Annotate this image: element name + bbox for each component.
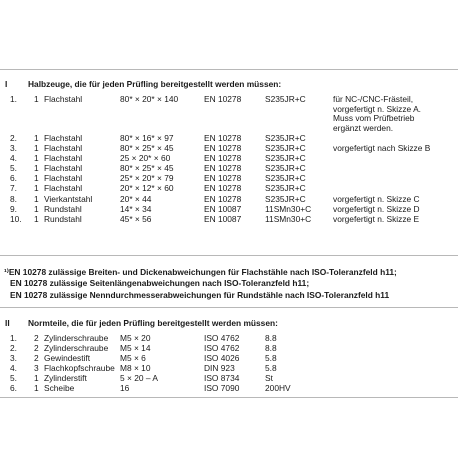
- row-dimensions: 5 × 20 – A: [120, 373, 158, 383]
- row-standard: ISO 8734: [204, 373, 240, 383]
- row-material: S235JR+C: [265, 143, 306, 153]
- bottom-rule: [0, 397, 458, 398]
- row-standard: EN 10278: [204, 153, 242, 163]
- row-quantity: 2: [34, 343, 39, 353]
- row-designation: Scheibe: [44, 383, 75, 393]
- row-dimensions: M5 × 20: [120, 333, 151, 343]
- row-note: für NC-/CNC-Frästeil,: [333, 94, 414, 104]
- row-designation: Gewindestift: [44, 353, 91, 363]
- row-designation: Flachstahl: [44, 173, 83, 183]
- row-designation: Flachkopfschraube: [44, 363, 115, 373]
- row-designation: Flachstahl: [44, 153, 83, 163]
- row-dimensions: 20* × 12* × 60: [120, 183, 174, 193]
- row-number: 9.: [10, 204, 17, 214]
- row-quantity: 1: [34, 214, 39, 224]
- table-row: [0, 333, 458, 343]
- row-dimensions: 45* × 56: [120, 214, 152, 224]
- row-standard: ISO 4762: [204, 343, 240, 353]
- row-number: 4.: [10, 153, 17, 163]
- table-row: [0, 363, 458, 373]
- row-designation: Flachstahl: [44, 163, 83, 173]
- row-number: 2.: [10, 343, 17, 353]
- row-quantity: 1: [34, 143, 39, 153]
- row-dimensions: 20* × 44: [120, 194, 152, 204]
- top-rule: [0, 69, 458, 70]
- row-note: vorgefertigt n. Skizze D: [333, 204, 420, 214]
- row-material: S235JR+C: [265, 163, 306, 173]
- row-material: S235JR+C: [265, 94, 306, 104]
- footnote-line-1: ¹⁾EN 10278 zulässige Breiten- und Dickenabweichungen für Flachstähle nach ISO-Toleranzfeld h11;: [4, 267, 397, 277]
- row-dimensions: 25* × 20* × 79: [120, 173, 174, 183]
- table-row: [0, 373, 458, 383]
- row-designation: Zylinderstift: [44, 373, 87, 383]
- row-number: 4.: [10, 363, 17, 373]
- row-dimensions: 80* × 16* × 97: [120, 133, 174, 143]
- row-material: 200HV: [265, 383, 291, 393]
- row-quantity: 1: [34, 383, 39, 393]
- row-material: S235JR+C: [265, 133, 306, 143]
- row-note: vorgefertigt nach Skizze B: [333, 143, 431, 153]
- row-number: 5.: [10, 163, 17, 173]
- row-standard: ISO 7090: [204, 383, 240, 393]
- row-number: 7.: [10, 183, 17, 193]
- row-quantity: 1: [34, 133, 39, 143]
- row-designation: Flachstahl: [44, 94, 83, 104]
- section-2-title: Normteile, die für jeden Prüfling bereitgestellt werden müssen:: [28, 318, 278, 328]
- row-note: vorgefertigt n. Skizze E: [333, 214, 420, 224]
- row-dimensions: M8 × 10: [120, 363, 151, 373]
- row-quantity: 3: [34, 363, 39, 373]
- row-material: S235JR+C: [265, 173, 306, 183]
- row-quantity: 1: [34, 94, 39, 104]
- section-1-numeral: I: [5, 79, 8, 89]
- row-number: 1.: [10, 333, 17, 343]
- row-quantity: 2: [34, 353, 39, 363]
- row-number: 6.: [10, 383, 17, 393]
- row-standard: EN 10278: [204, 133, 242, 143]
- row-designation: Flachstahl: [44, 143, 83, 153]
- table-row: [0, 163, 458, 173]
- row-material: 5.8: [265, 363, 277, 373]
- row-material: 11SMn30+C: [265, 214, 312, 224]
- row-material: S235JR+C: [265, 153, 306, 163]
- row-number: 3.: [10, 143, 17, 153]
- section-2-numeral: II: [5, 318, 10, 328]
- row-designation: Flachstahl: [44, 183, 83, 193]
- row-standard: ISO 4762: [204, 333, 240, 343]
- row-standard: EN 10087: [204, 214, 242, 224]
- row-number: 8.: [10, 194, 17, 204]
- table-row: [0, 173, 458, 183]
- row-material: S235JR+C: [265, 194, 306, 204]
- section-1-rule: [0, 255, 458, 256]
- row-material: St: [265, 373, 273, 383]
- row-designation: Rundstahl: [44, 214, 82, 224]
- row-quantity: 1: [34, 163, 39, 173]
- section-1-title: Halbzeuge, die für jeden Prüfling bereitgestellt werden müssen:: [28, 79, 282, 89]
- table-row: [0, 153, 458, 163]
- row-designation: Flachstahl: [44, 133, 83, 143]
- row-material: 8.8: [265, 333, 277, 343]
- row-number: 2.: [10, 133, 17, 143]
- footnote-line-3: EN 10278 zulässige Nenndurchmesserabweichungen für Rundstähle nach ISO-Toleranzfeld h11: [10, 290, 390, 300]
- row-quantity: 1: [34, 173, 39, 183]
- row-material: 5.8: [265, 353, 277, 363]
- row-standard: ISO 4026: [204, 353, 240, 363]
- row-dimensions: M5 × 6: [120, 353, 146, 363]
- row-dimensions: 14* × 34: [120, 204, 152, 214]
- row-note: vorgefertigt n. Skizze A.: [333, 103, 421, 114]
- row-dimensions: 80* × 20* × 140: [120, 94, 179, 104]
- row-number: 3.: [10, 353, 17, 363]
- row-dimensions: 80* × 25* × 45: [120, 163, 174, 173]
- row-number: 5.: [10, 373, 17, 383]
- row-number: 10.: [10, 214, 22, 224]
- row-dimensions: 16: [120, 383, 130, 393]
- row-note: vorgefertigt n. Skizze C: [333, 194, 420, 204]
- row-note: ergänzt werden.: [333, 122, 394, 133]
- row-material: 11SMn30+C: [265, 204, 312, 214]
- table-row: [0, 383, 458, 393]
- table-row: [0, 133, 458, 143]
- row-standard: EN 10278: [204, 143, 242, 153]
- row-quantity: 1: [34, 204, 39, 214]
- row-material: 8.8: [265, 343, 277, 353]
- row-designation: Rundstahl: [44, 204, 82, 214]
- row-standard: EN 10278: [204, 194, 242, 204]
- row-designation: Zylinderschraube: [44, 343, 109, 353]
- row-standard: EN 10278: [204, 94, 242, 104]
- row-designation: Zylinderschraube: [44, 333, 109, 343]
- table-row: [0, 183, 458, 193]
- row-quantity: 1: [34, 153, 39, 163]
- table-row: [0, 353, 458, 363]
- table-row: [0, 343, 458, 353]
- row-dimensions: M5 × 14: [120, 343, 151, 353]
- row-quantity: 1: [34, 183, 39, 193]
- row-standard: DIN 923: [204, 363, 235, 373]
- row-quantity: 2: [34, 333, 39, 343]
- row-standard: EN 10278: [204, 163, 242, 173]
- row-note: Muss vom Prüfbetrieb: [333, 113, 415, 124]
- row-standard: EN 10278: [204, 173, 242, 183]
- row-designation: Vierkantstahl: [44, 194, 93, 204]
- row-number: 6.: [10, 173, 17, 183]
- row-quantity: 1: [34, 194, 39, 204]
- row-dimensions: 25 × 20* × 60: [120, 153, 171, 163]
- row-dimensions: 80* × 25* × 45: [120, 143, 174, 153]
- footnote-rule: [0, 307, 458, 308]
- row-standard: EN 10278: [204, 183, 242, 193]
- row-number: 1.: [10, 94, 17, 104]
- row-standard: EN 10087: [204, 204, 242, 214]
- footnote-line-2: EN 10278 zulässige Seitenlängenabweichungen nach ISO-Toleranzfeld h11;: [10, 278, 310, 288]
- row-quantity: 1: [34, 373, 39, 383]
- row-material: S235JR+C: [265, 183, 306, 193]
